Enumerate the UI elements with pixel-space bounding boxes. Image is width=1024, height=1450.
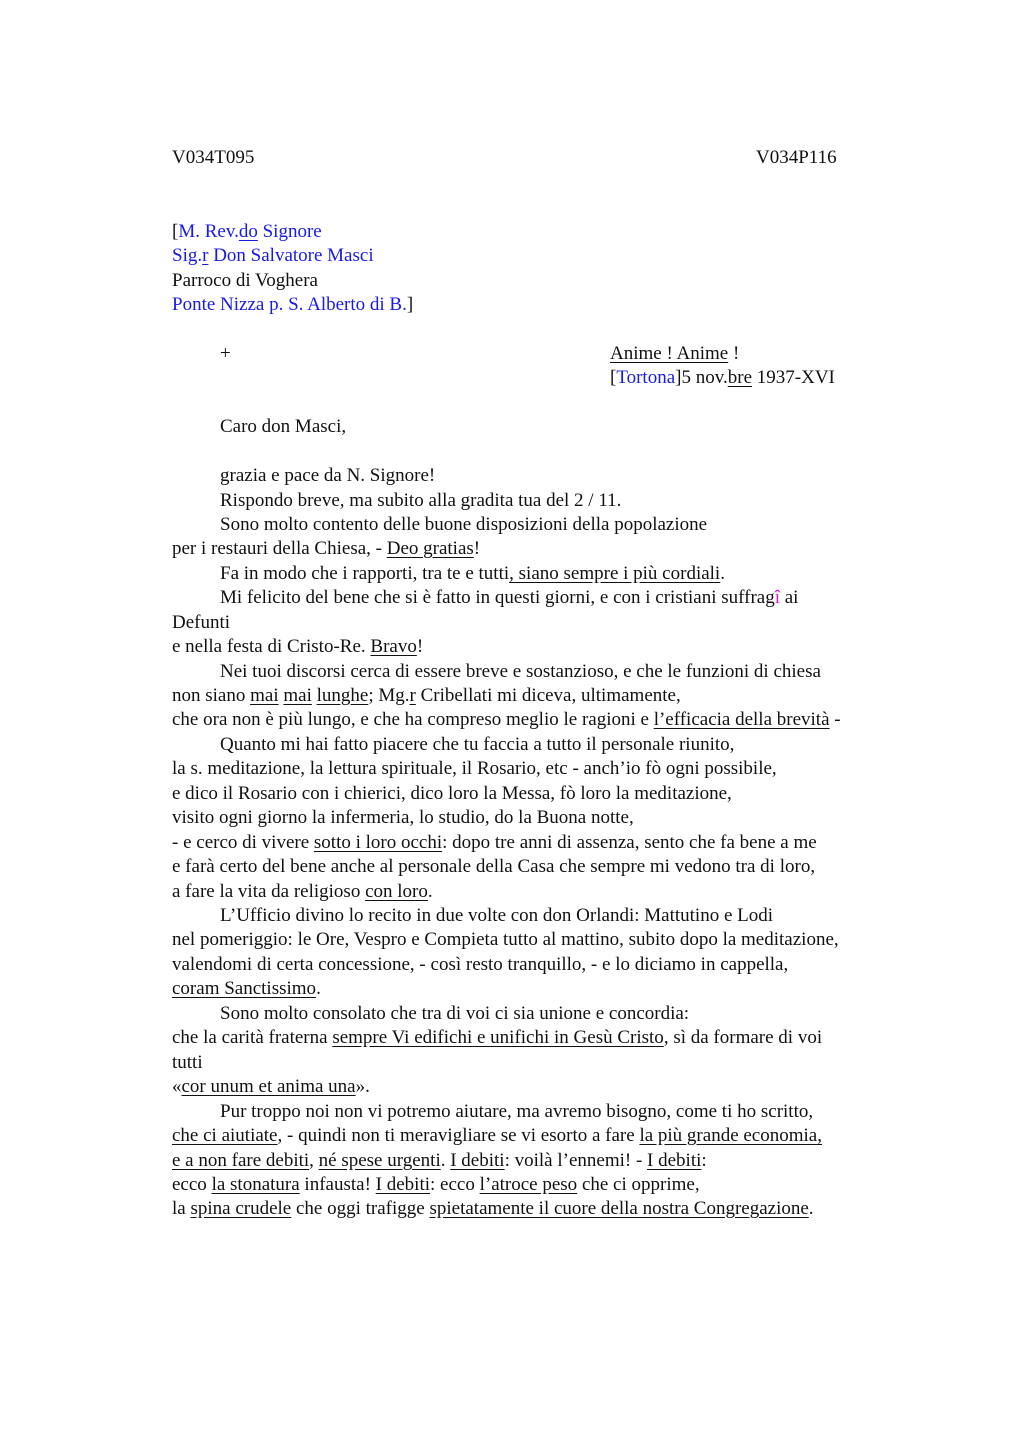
underlined-text: spina crudele	[190, 1198, 292, 1219]
underlined-text: coram Sanctissimo	[172, 978, 317, 999]
underlined-text: la stonatura	[211, 1174, 300, 1195]
underlined-text: sempre Vi edifichi e unifichi in Gesù Cristo	[332, 1027, 664, 1048]
underlined-text: I debiti	[450, 1150, 505, 1171]
body-line: Fa in modo che i rapporti, tra te e tutti, siano sempre i più cordiali.	[220, 563, 725, 584]
body-line: la spina crudele che oggi trafigge spietatamente il cuore della nostra Congregazione.	[172, 1198, 814, 1219]
bracket-open: [	[172, 221, 179, 242]
motto-text: Anime ! Anime	[610, 343, 729, 364]
body-line: a fare la vita da religioso con loro.	[172, 881, 433, 902]
body-line: e farà certo del bene anche al personale della Casa che sempre mi vedono tra di loro,	[172, 856, 816, 877]
body-line: «cor unum et anima una».	[172, 1076, 370, 1097]
address-line-4	[172, 293, 413, 317]
underlined-text: Deo gratias	[386, 538, 474, 559]
date-superscript: bre	[727, 367, 753, 388]
highlighted-char: î	[774, 587, 780, 608]
body-line: che ora non è più lungo, e che ha compreso meglio le ragioni e l’efficacia della brevità -	[172, 709, 841, 730]
underlined-text: con loro	[365, 881, 428, 902]
body-line: Rispondo breve, ma subito alla gradita tua del 2 / 11.	[220, 490, 622, 511]
body-line: Mi felicito del bene che si è fatto in questi giorni, e con i cristiani suffragî ai	[220, 587, 799, 608]
body-line: grazia e pace da N. Signore!	[220, 465, 436, 486]
body-line: Nei tuoi discorsi cerca di essere breve e sostanzioso, e che le funzioni di chiesa	[220, 661, 821, 682]
body-line: L’Ufficio divino lo recito in due volte con don Orlandi: Mattutino e Lodi	[220, 905, 774, 926]
motto	[610, 342, 739, 366]
underlined-text: mai	[250, 685, 279, 706]
underlined-text: I debiti	[375, 1174, 431, 1195]
underlined-text: né spese urgenti	[318, 1150, 441, 1171]
address-superscript: do	[238, 221, 258, 242]
body-line: la s. meditazione, la lettura spirituale, il Rosario, etc - anch’io fò ogni possibile,	[172, 758, 777, 779]
address-text: Signore	[257, 221, 322, 242]
header-left-code	[172, 146, 254, 170]
underlined-text: l’efficacia della brevità	[653, 709, 830, 730]
body-line: - e cerco di vivere sotto i loro occhi: dopo tre anni di assenza, sento che fa bene a me	[172, 832, 817, 853]
underlined-text: che ci aiutiate	[172, 1125, 278, 1146]
body-line: Defunti	[172, 612, 231, 633]
body-line: e nella festa di Cristo-Re. Bravo!	[172, 636, 424, 657]
body-line: ecco la stonatura infausta! I debiti: ecco l’atroce peso che ci opprime,	[172, 1174, 700, 1195]
address-line-1	[172, 220, 322, 244]
body-line: e dico il Rosario con i chierici, dico loro la Messa, fò loro la meditazione,	[172, 783, 732, 804]
body-line: per i restauri della Chiesa, - Deo gratias!	[172, 538, 481, 559]
body-line: valendomi di certa concessione, - così resto tranquillo, - e lo diciamo in cappella,	[172, 954, 789, 975]
address-text: Ponte Nizza p. S. Alberto di B.	[172, 294, 407, 315]
bracket-open: [	[610, 367, 617, 388]
cross-mark: +	[220, 343, 231, 364]
left-code: V034T095	[172, 147, 255, 168]
place-date	[610, 366, 835, 390]
address-line-2	[172, 244, 374, 268]
date-text: 1937-XVI	[752, 367, 835, 388]
body-line: e a non fare debiti, né spese urgenti. I debiti: voilà l’ennemi! - I debiti:	[172, 1150, 707, 1171]
underlined-text: l’atroce peso	[479, 1174, 578, 1195]
body-line: tutti	[172, 1052, 203, 1073]
body-line: non siano mai mai lunghe; Mg.r Cribellati mi diceva, ultimamente,	[172, 685, 681, 706]
date-text: ]5 nov.	[675, 367, 728, 388]
underlined-text: cor unum et anima una	[181, 1076, 356, 1097]
body-line: che ci aiutiate, - quindi non ti meravigliare se vi esorto a fare la più grande economia,	[172, 1125, 822, 1146]
body-line: Quanto mi hai fatto piacere che tu faccia a tutto il personale riunito,	[220, 734, 735, 755]
underlined-text: spietatamente il cuore della nostra Congregazione	[429, 1198, 809, 1219]
address-text: Don Salvatore Masci	[208, 245, 374, 266]
underlined-text: I debiti	[647, 1150, 702, 1171]
body-line: che la carità fraterna sempre Vi edifichi e unifichi in Gesù Cristo, sì da formare di voi	[172, 1027, 823, 1048]
salutation: Caro don Masci,	[220, 416, 347, 437]
underlined-text: Bravo	[370, 636, 417, 657]
underlined-text: mai	[283, 685, 312, 706]
underlined-text: r	[409, 685, 416, 706]
bracket-close: ]	[406, 294, 414, 315]
address-line-3: Parroco di Voghera	[172, 270, 318, 291]
body-line: Sono molto consolato che tra di voi ci sia unione e concordia:	[220, 1003, 690, 1024]
body-line: Sono molto contento delle buone disposizioni della popolazione	[220, 514, 708, 535]
body-line: nel pomeriggio: le Ore, Vespro e Compieta tutto al mattino, subito dopo la meditazione,	[172, 929, 839, 950]
underlined-text: , siano sempre i più cordiali	[509, 563, 721, 584]
address-text: M. Rev.	[178, 221, 239, 242]
address-superscript: r	[202, 245, 209, 266]
body-line: Pur troppo noi non vi potremo aiutare, ma avremo bisogno, come ti ho scritto,	[220, 1101, 814, 1122]
body-line: coram Sanctissimo.	[172, 978, 321, 999]
right-code: V034P116	[756, 147, 837, 168]
underlined-text: lunghe	[316, 685, 369, 706]
underlined-text: e a non fare debiti	[172, 1150, 310, 1171]
underlined-text: sotto i loro occhi	[313, 832, 443, 853]
address-text: Sig.	[172, 245, 203, 266]
header-right-code	[756, 146, 837, 170]
place-name: Tortona	[616, 367, 676, 388]
motto-text: !	[728, 343, 740, 364]
underlined-text: la più grande economia,	[639, 1125, 822, 1146]
body-line: visito ogni giorno la infermeria, lo studio, do la Buona notte,	[172, 807, 634, 828]
